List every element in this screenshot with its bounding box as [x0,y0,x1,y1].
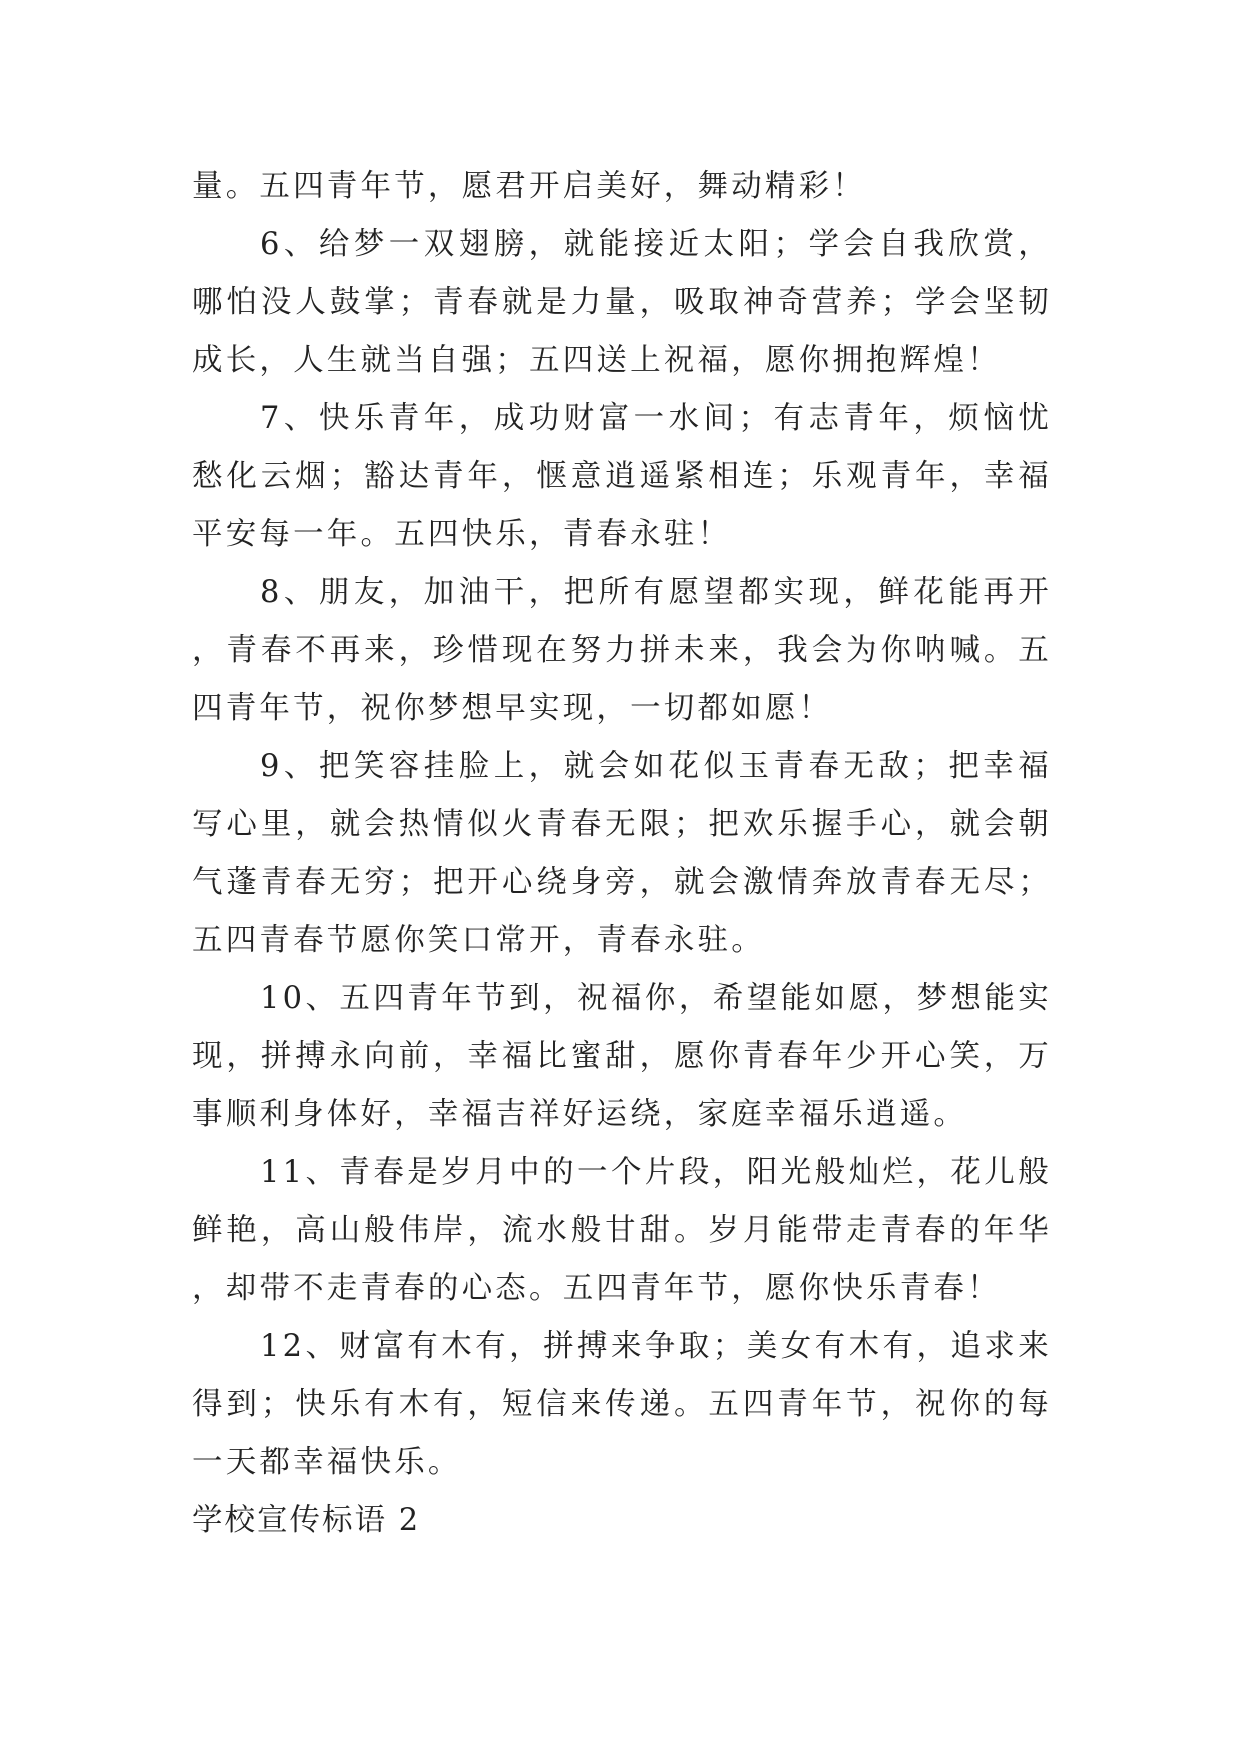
paragraph-item-12: 12、财富有木有，拼搏来争取；美女有木有，追求来得到；快乐有木有，短信来传递。五四青年节，祝你的每一天都幸福快乐。 [192,1329,1052,1480]
paragraph-item-11: 11、青春是岁月中的一个片段，阳光般灿烂，花儿般鲜艳，高山般伟岸，流水般甘甜。岁月能带走青春的年华，却带不走青春的心态。五四青年节，愿你快乐青春！ [192,1155,1052,1306]
paragraph-item-6: 6、给梦一双翅膀，就能接近太阳；学会自我欣赏，哪怕没人鼓掌；青春就是力量，吸取神奇营养；学会坚韧成长，人生就当自强；五四送上祝福，愿你拥抱辉煌！ [192,227,1052,378]
paragraph-continuation: 量。五四青年节，愿君开启美好，舞动精彩！ [192,169,866,204]
paragraph-item-8: 8、朋友，加油干，把所有愿望都实现，鲜花能再开，青春不再来，珍惜现在努力拼未来，我会为你呐喊。五四青年节，祝你梦想早实现，一切都如愿！ [192,575,1052,726]
paragraph-item-9: 9、把笑容挂脸上，就会如花似玉青春无敌；把幸福写心里，就会热情似火青春无限；把欢乐握手心，就会朝气蓬青春无穷；把开心绕身旁，就会激情奔放青春无尽；五四青春节愿你笑口常开，青春永驻。 [192,749,1052,958]
document-page [192,158,1052,1550]
section-heading: 学校宣传标语 2 [192,1503,421,1538]
paragraph-item-7: 7、快乐青年，成功财富一水间；有志青年，烦恼忧愁化云烟；豁达青年，惬意逍遥紧相连；乐观青年，幸福平安每一年。五四快乐，青春永驻！ [192,401,1052,552]
paragraph-item-10: 10、五四青年节到，祝福你，希望能如愿，梦想能实现，拼搏永向前，幸福比蜜甜，愿你青春年少开心笑，万事顺利身体好，幸福吉祥好运绕，家庭幸福乐逍遥。 [192,981,1052,1132]
